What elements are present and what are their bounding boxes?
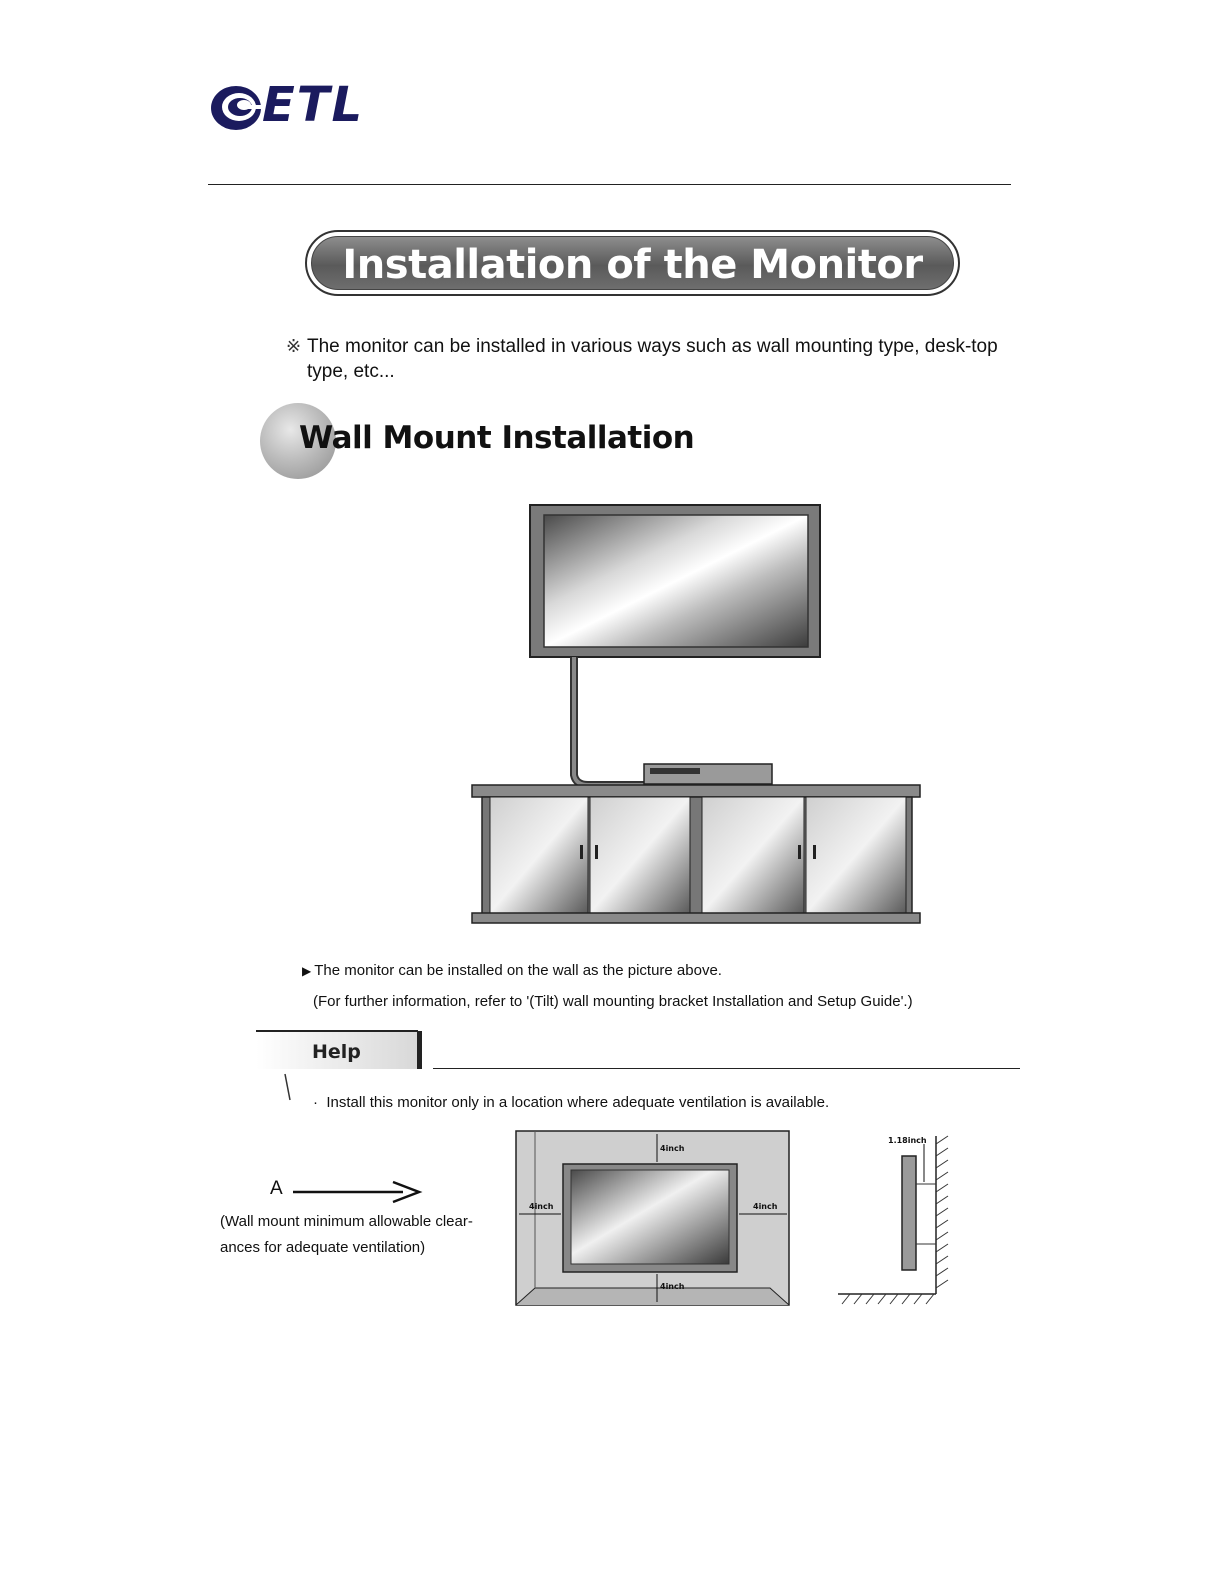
right-arrow-icon [293,1180,423,1204]
help-divider [433,1068,1020,1069]
clearance-diagram [515,1130,791,1308]
triangle-bullet-icon: ▶ [302,964,312,978]
logo-wordmark: ETL [262,77,365,133]
help-item-text: Install this monitor only in a location where adequate ventilation is available. [326,1094,830,1111]
wall-mount-note [302,961,722,981]
reference-mark: ※ [286,336,302,356]
clearance-label: A [270,1178,283,1199]
side-view-diagram [838,1134,956,1308]
help-pointer-icon [284,1073,292,1101]
clearance-right: 4inch [753,1202,778,1211]
clearance-bottom: 4inch [660,1282,685,1291]
title-banner [305,230,960,296]
clearance-left: 4inch [529,1202,554,1211]
help-item-marker: · [313,1094,318,1111]
section-heading: Wall Mount Installation [299,420,695,456]
clearance-caption: (Wall mount minimum allowable clear-ances for adequate ventilation) [220,1213,473,1256]
help-item [313,1093,829,1113]
wall-mount-note-text: The monitor can be installed on the wall as the picture above. [314,962,722,979]
header-divider [208,184,1011,185]
page-title: Installation of the Monitor [342,242,923,288]
help-label: Help [312,1041,361,1063]
side-gap-label: 1.18inch [888,1136,927,1145]
wall-mount-illustration [470,503,922,925]
clearance-top: 4inch [660,1144,685,1153]
intro-note: The monitor can be installed in various ways such as wall mounting type, desk-top type, etc... [307,336,998,382]
further-info-note: (For further information, refer to '(Tilt) wall mounting bracket Installation and Setup Guide'.) [313,993,913,1010]
